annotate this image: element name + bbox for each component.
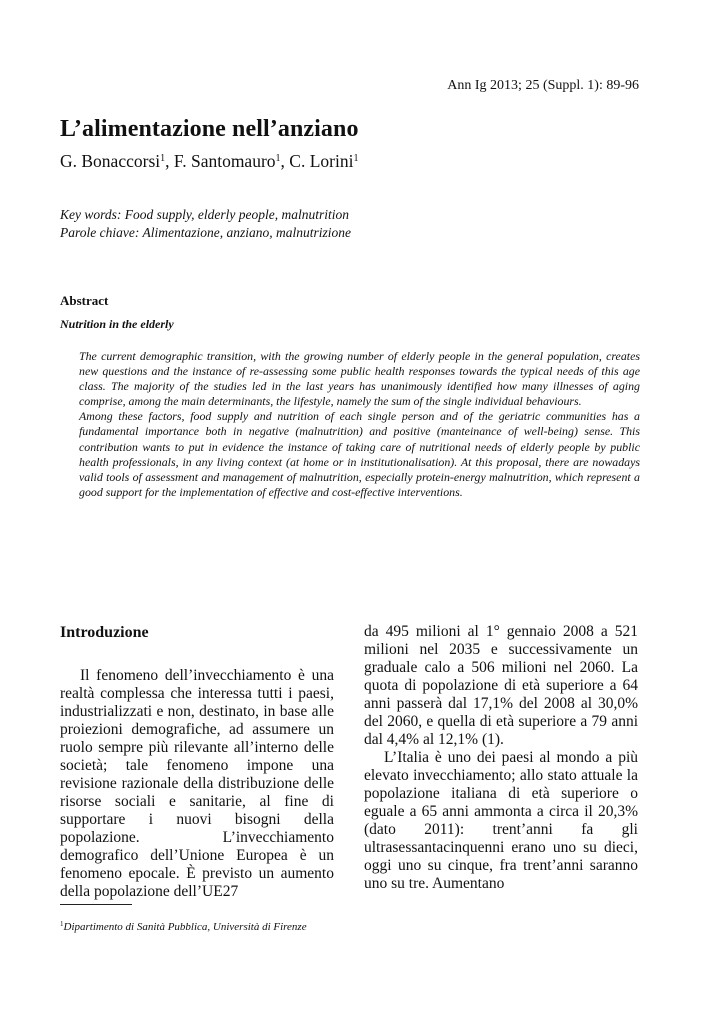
abstract-body <box>79 349 640 500</box>
body-paragraph: da 495 milioni al 1° gennaio 2008 a 521 milioni nel 2035 e successivamente un graduale calo a 506 milioni nel 2060. La quota di popolazione di età superiore a 64 anni passerà dal 17,1% del 2008 al 30,0% del 2060, e quella di età superiore a 79 anni dal 4,4% al 12,1% (1). <box>364 623 638 748</box>
body-paragraph: L’Italia è uno dei paesi al mondo a più elevato invecchiamento; allo stato attuale la popolazione italiana di età superiore o eguale a 65 anni ammonta a circa il 20,3% (dato 2011): trent’anni fa gli ultrasessantacinquenni erano uno su dieci, oggi uno su cinque, fra trent’anni saranno uno su tre. Aumentano <box>364 749 638 892</box>
author-separator: , <box>280 151 290 171</box>
affiliation-marker: 1 <box>353 153 359 164</box>
abstract-paragraph: The current demographic transition, with the growing number of elderly people in the general population, creates new questions and the instance of re-assessing some public health responses towards the typical needs of this age class. The majority of the studies led in the last years has unanimously identified how many illnesses of aging comprise, among the main determinants, the lifestyle, namely the sum of the single individual behaviours. <box>79 349 640 409</box>
body-column-right <box>364 623 638 893</box>
abstract-subtitle: Nutrition in the elderly <box>60 317 174 331</box>
footnote-divider <box>60 904 132 905</box>
footnote <box>60 920 307 933</box>
footnote-text: Dipartimento di Sanità Pubblica, Università di Firenze <box>63 921 307 933</box>
footnote-marker: 1 <box>60 920 64 928</box>
body-column-left <box>60 623 334 901</box>
affiliation-marker: 1 <box>160 153 166 164</box>
keywords-italian: Parole chiave: Alimentazione, anziano, malnutrizione <box>60 225 351 240</box>
author-separator: , <box>165 151 174 171</box>
abstract-paragraph: Among these factors, food supply and nutrition of each single person and of the geriatric communities has a fundamental importance both in negative (malnutrition) and positive (manteinance of well-being) sense. This contribution wants to put in evidence the instance of taking care of nutritional needs of elderly people by public health professionals, in any living context (at home or in institutionalisation). At this proposal, there are nowadays valid tools of assessment and management of malnutrition, especially protein-energy malnutrition, which represent a good support for the implementation of effective and cost-effective interventions. <box>79 409 640 499</box>
author-name: C. Lorini <box>289 151 354 171</box>
author-name: G. Bonaccorsi <box>60 151 161 171</box>
article-title: L’alimentazione nell’anziano <box>60 116 359 142</box>
affiliation-marker: 1 <box>275 153 281 164</box>
author-name: F. Santomauro <box>173 151 276 171</box>
journal-reference: Ann Ig 2013; 25 (Suppl. 1): 89-96 <box>447 78 639 93</box>
abstract-heading: Abstract <box>60 293 109 308</box>
keywords-english: Key words: Food supply, elderly people, malnutrition <box>60 207 349 222</box>
body-paragraph: Il fenomeno dell’invecchiamento è una realtà complessa che interessa tutti i paesi, industrializzati e non, destinato, in base alle proiezioni demografiche, ad assumere un ruolo sempre più rilevante all’interno delle società; tale fenomeno impone una revisione razionale della distribuzione delle risorse sociali e sanitarie, al fine di supportare i nuovi bisogni della popolazione. L’invecchiamento demografico dell’Unione Europea è un fenomeno epocale. È previsto un aumento della popolazione dell’UE27 <box>60 667 334 900</box>
author-list <box>60 151 358 172</box>
section-heading: Introduzione <box>60 624 149 641</box>
